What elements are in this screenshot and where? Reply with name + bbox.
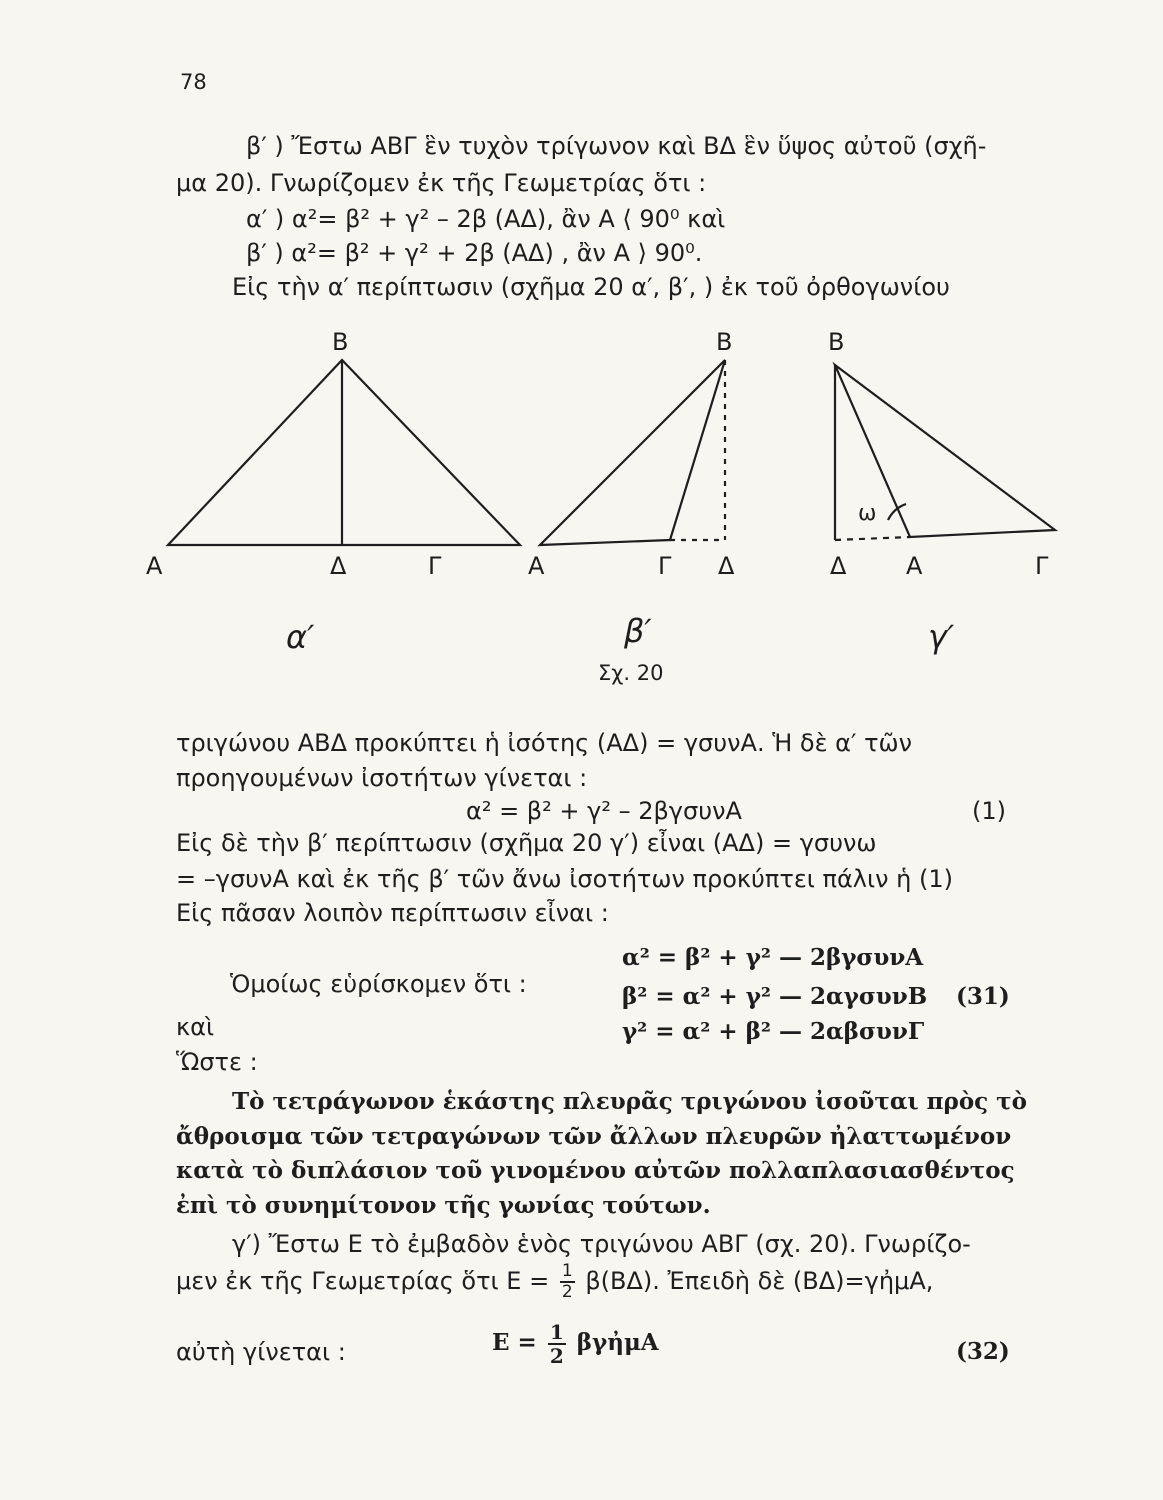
beta-line-1: β′ ) Ἔστω ΑΒΓ ἓν τυχὸν τρίγωνον καὶ ΒΔ ἓν ὕψος αὐτοῦ (σχῆ- <box>246 132 987 160</box>
gamma-line-2-pre: μεν ἐκ τῆς Γεωμετρίας ὅτι Ε = <box>176 1267 550 1295</box>
sublabel-gamma: γ′ <box>928 618 955 656</box>
p2-line-5: = –γσυνΑ καὶ ἐκ τῆς β′ τῶν ἄνω ἰσοτήτων προκύπτει πάλιν ἡ (1) <box>176 865 953 893</box>
p2-line-4: Εἰς δὲ τὴν β′ περίπτωσιν (σχῆμα 20 γ′) εἶναι (ΑΔ) = γσυνω <box>176 829 877 857</box>
label-alpha-B: Β <box>332 328 349 356</box>
sublabel-beta: β′ <box>624 612 652 650</box>
figure-20 <box>130 320 1070 700</box>
equation-31b: β² = α² + γ² — 2αγσυνΒ <box>622 983 928 1010</box>
triangle-beta <box>540 360 725 545</box>
triangle-alpha <box>168 360 520 545</box>
system-31-intro: Ὁμοίως εὑρίσκομεν ὅτι : <box>230 970 527 998</box>
label-beta-G: Γ <box>658 552 672 580</box>
beta-case-a: α′ ) α²= β² + γ² – 2β (ΑΔ), ἂν Α ⟨ 90⁰ καὶ <box>246 205 726 233</box>
theorem-line-3: κατὰ τὸ διπλάσιον τοῦ γινομένου αὐτῶν πολλαπλασιασθέντος <box>176 1157 1015 1184</box>
fraction-numerator: 1 <box>561 1261 573 1281</box>
equation-32-numerator: 1 <box>549 1320 564 1344</box>
gamma-line-2 <box>176 1263 933 1301</box>
figure-caption: Σχ. 20 <box>598 661 664 685</box>
label-gamma-B: Β <box>828 328 845 356</box>
gamma-line-1: γ′) Ἔστω Ε τὸ ἐμβαδὸν ἑνὸς τριγώνου ΑΒΓ (σχ. 20). Γνωρίζο- <box>232 1230 971 1258</box>
extension-gamma <box>835 537 910 540</box>
fraction-half <box>560 1263 575 1301</box>
label-gamma-D: Δ <box>830 552 847 580</box>
equation-32-post: βγἠμΑ <box>576 1329 659 1356</box>
equation-31-number: (31) <box>956 983 1010 1010</box>
label-alpha-D: Δ <box>330 552 347 580</box>
gamma-line-2-post: β(ΒΔ). Ἐπειδὴ δὲ (ΒΔ)=γἠμΑ, <box>585 1267 934 1295</box>
equation-32 <box>492 1322 659 1366</box>
beta-line-2: μα 20). Γνωρίζομεν ἐκ τῆς Γεωμετρίας ὅτι : <box>176 169 707 197</box>
label-beta-A: Α <box>528 552 545 580</box>
gamma-line-3: αὐτὴ γίνεται : <box>176 1338 346 1366</box>
page-number: 78 <box>180 70 207 94</box>
theorem-line-2: ἄθροισμα τῶν τετραγώνων τῶν ἄλλων πλευρῶν ἠλαττωμένον <box>176 1123 1012 1150</box>
equation-1: α² = β² + γ² – 2βγσυνΑ <box>466 797 742 825</box>
label-alpha-A: Α <box>146 552 163 580</box>
label-alpha-G: Γ <box>428 552 442 580</box>
label-beta-B: Β <box>716 328 733 356</box>
equation-1-number: (1) <box>972 797 1006 825</box>
equation-32-number: (32) <box>956 1338 1010 1365</box>
theorem-line-1: Τὸ τετράγωνον ἑκάστης πλευρᾶς τριγώνου ἰσοῦται πρὸς τὸ <box>232 1088 1027 1115</box>
label-beta-D: Δ <box>718 552 735 580</box>
beta-line-5: Εἰς τὴν α′ περίπτωσιν (σχῆμα 20 α′, β′, ) ἐκ τοῦ ὀρθογωνίου <box>232 273 950 301</box>
equation-32-fraction <box>548 1322 566 1366</box>
system-31-conj: καὶ <box>176 1013 215 1041</box>
label-gamma-G: Γ <box>1035 552 1049 580</box>
p2-line-6: Εἰς πᾶσαν λοιπὸν περίπτωσιν εἶναι : <box>176 899 609 927</box>
theorem-line-4: ἐπὶ τὸ συνημίτονον τῆς γωνίας τούτων. <box>176 1192 711 1219</box>
equation-32-pre: Ε = <box>492 1329 537 1356</box>
label-gamma-omega: ω <box>858 501 877 526</box>
equation-32-denominator: 2 <box>549 1344 564 1368</box>
fraction-denominator: 2 <box>561 1282 573 1302</box>
conclusion-label: Ὥστε : <box>176 1048 258 1076</box>
equation-31a: α² = β² + γ² — 2βγσυνΑ <box>622 944 924 971</box>
beta-case-b: β′ ) α²= β² + γ² + 2β (ΑΔ) , ἂν Α ⟩ 90⁰. <box>246 239 703 267</box>
p2-line-2: προηγουμένων ἰσοτήτων γίνεται : <box>176 764 588 792</box>
label-gamma-A: Α <box>906 552 923 580</box>
p2-line-1: τριγώνου ΑΒΔ προκύπτει ἡ ἰσότης (ΑΔ) = γσυνΑ. Ἡ δὲ α′ τῶν <box>176 729 913 757</box>
sublabel-alpha: α′ <box>286 618 315 656</box>
equation-31c: γ² = α² + β² — 2αβσυνΓ <box>622 1018 925 1045</box>
